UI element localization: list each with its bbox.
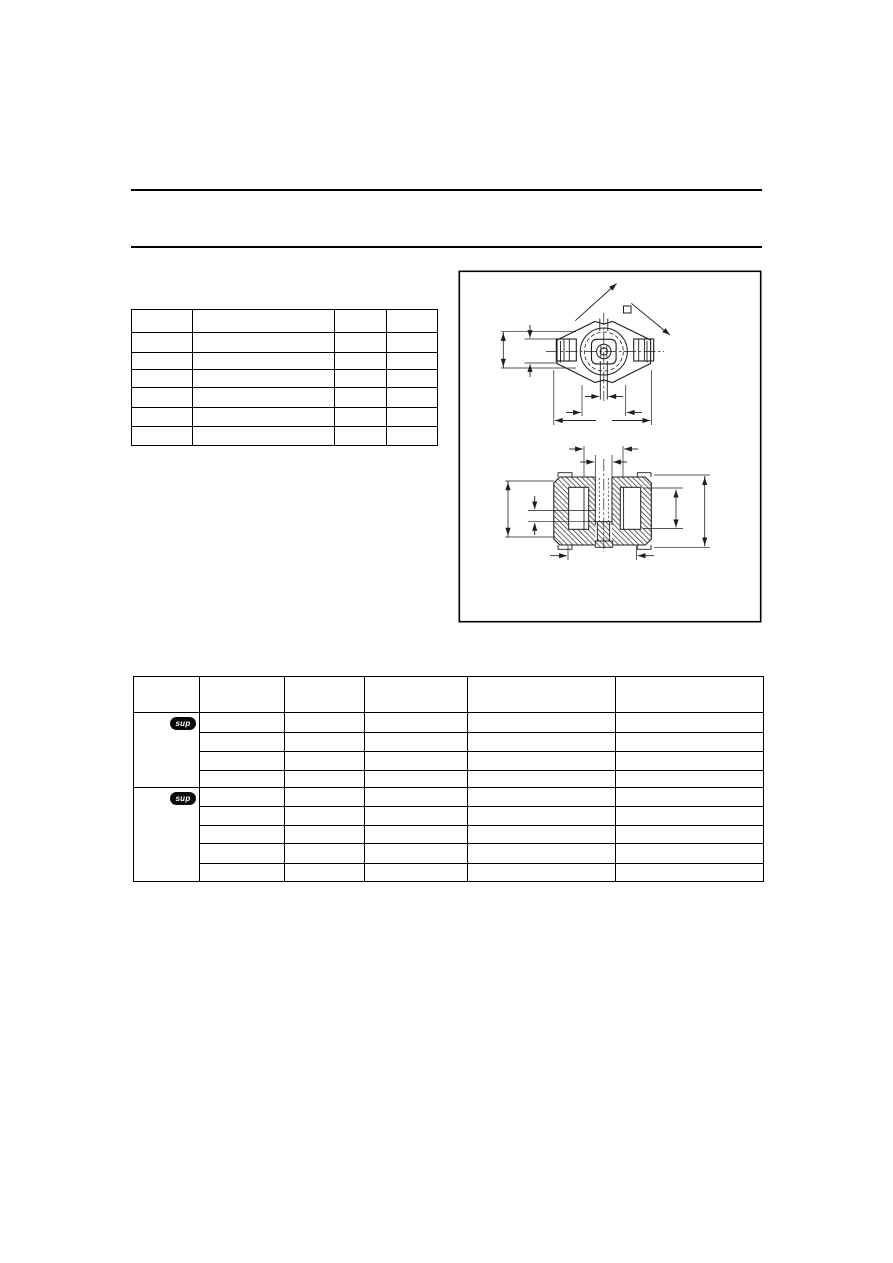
diagonal-dimension [575,284,670,336]
cell [468,788,616,807]
table-row [132,388,438,408]
cell [285,733,365,752]
table-row [132,333,438,353]
cell [468,844,616,864]
cell [285,807,365,826]
header-cell [193,310,335,333]
table-row [132,353,438,370]
cell [335,408,387,427]
section-view [505,446,710,560]
cell [193,370,335,388]
table-row [134,826,764,844]
square-symbol [624,306,632,313]
header-cell [468,677,616,713]
table-row [134,788,764,807]
dim-section-bottom [550,546,654,560]
dim-left-outer [501,332,576,368]
cell [193,427,335,446]
cell [335,370,387,388]
dim-left-inner [525,325,558,377]
cell [468,752,616,771]
cell [468,733,616,752]
header-cell [134,677,200,713]
cell [616,864,764,882]
table-row [132,408,438,427]
cell [200,864,285,882]
cell [616,713,764,733]
header-cell [335,310,387,333]
header-cell [200,677,285,713]
header-cell [365,677,468,713]
cell [285,864,365,882]
cell [616,788,764,807]
table-header-row [132,310,438,333]
cell [200,826,285,844]
type-group-cell [134,713,200,788]
cell [387,333,438,353]
dim-bottom-width [554,370,652,425]
cell [387,370,438,388]
terminal-tabs [556,339,653,361]
cell [365,771,468,788]
table-row [134,864,764,882]
top-rule [131,189,762,191]
cell [200,733,285,752]
cell [468,864,616,882]
cell [387,427,438,446]
top-view [501,284,670,426]
cell [132,333,193,353]
cell [200,788,285,807]
cell [285,771,365,788]
dim-section-right-outer [654,475,710,547]
cell [193,353,335,370]
cell [132,388,193,408]
type-group-cell [134,788,200,882]
cell [616,844,764,864]
cell [616,733,764,752]
cell [468,771,616,788]
cell [387,353,438,370]
cell [365,807,468,826]
cell [365,752,468,771]
cell [193,333,335,353]
subtitle-rule [131,246,762,248]
header-cell [387,310,438,333]
cell [365,713,468,733]
cell [365,864,468,882]
cell [193,388,335,408]
cell [335,388,387,408]
cell [285,752,365,771]
cell [616,771,764,788]
cell [285,713,365,733]
cell [365,826,468,844]
dim-section-left-outer [505,481,554,537]
sup-badge: sup [170,792,196,805]
cell [132,370,193,388]
table-row [134,844,764,864]
cell [193,408,335,427]
cell [468,713,616,733]
cell [468,826,616,844]
header-cell [132,310,193,333]
header-cell [285,677,365,713]
table-row [134,733,764,752]
package-outline-drawing [458,270,762,623]
cell [200,713,285,733]
cell [616,807,764,826]
header-cell [616,677,764,713]
cell [335,333,387,353]
table-row [134,771,764,788]
cell [387,388,438,408]
drawing-frame [459,271,760,621]
cell [365,733,468,752]
cell [200,844,285,864]
table-row [134,752,764,771]
cell [200,771,285,788]
cell [616,826,764,844]
cell [200,752,285,771]
cell [365,844,468,864]
table-row [134,713,764,733]
table-row [132,370,438,388]
table-row [134,807,764,826]
cell [285,826,365,844]
cell [335,427,387,446]
cell [387,408,438,427]
cell [132,427,193,446]
cell [335,353,387,370]
parts-table [131,309,438,446]
sup-badge: sup [170,717,196,730]
cell [132,408,193,427]
cell [285,788,365,807]
table-row [132,427,438,446]
cell [616,752,764,771]
cell [468,807,616,826]
cell [132,353,193,370]
table-header-row [134,677,764,713]
cell [200,807,285,826]
cell [285,844,365,864]
cell [365,788,468,807]
dimensions-table [133,676,764,882]
